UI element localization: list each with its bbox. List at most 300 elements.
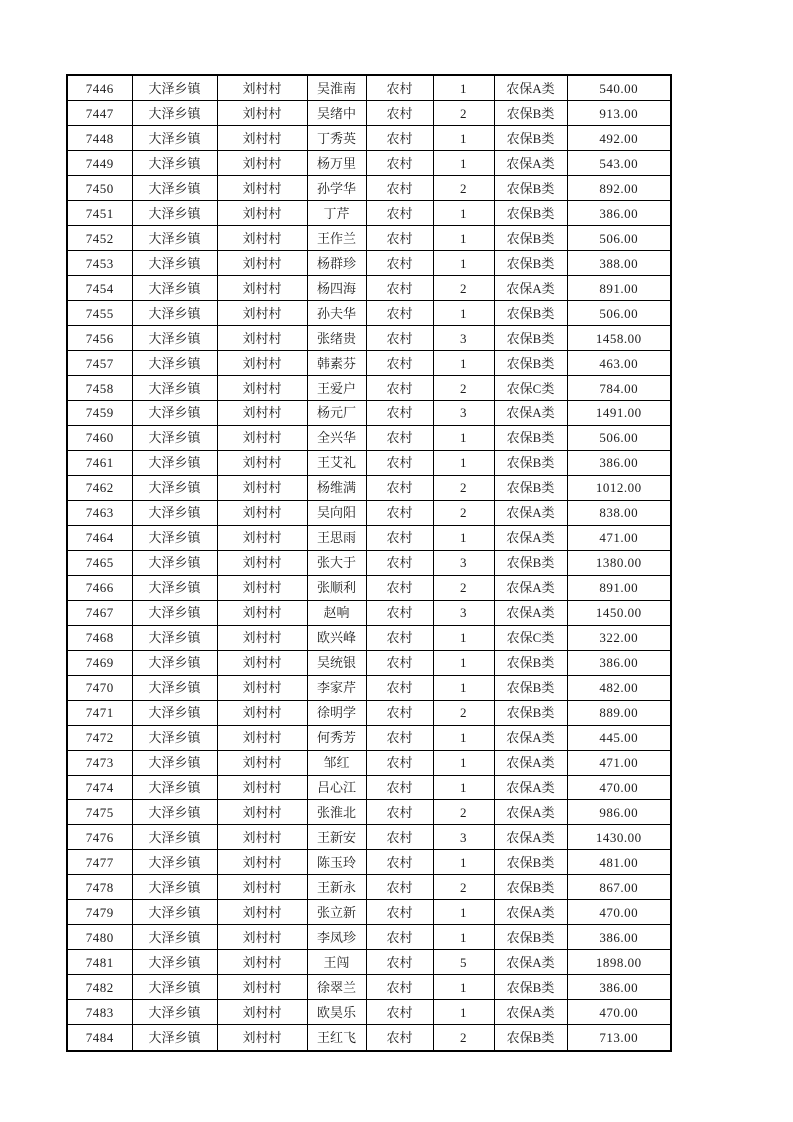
cell-person-count: 2	[433, 176, 494, 201]
cell-person-name: 王爱户	[307, 376, 366, 401]
cell-town: 大泽乡镇	[132, 850, 217, 875]
cell-person-count: 1	[433, 850, 494, 875]
cell-serial: 7480	[67, 925, 132, 950]
cell-household-type: 农村	[366, 650, 433, 675]
cell-village: 刘村村	[217, 525, 307, 550]
table-row	[67, 700, 671, 725]
cell-amount: 1898.00	[567, 950, 671, 975]
cell-serial: 7470	[67, 675, 132, 700]
cell-person-count: 3	[433, 400, 494, 425]
cell-person-count: 1	[433, 425, 494, 450]
cell-serial: 7455	[67, 301, 132, 326]
cell-person-name: 欧兴峰	[307, 625, 366, 650]
cell-village: 刘村村	[217, 725, 307, 750]
cell-serial: 7450	[67, 176, 132, 201]
cell-household-type: 农村	[366, 1025, 433, 1051]
cell-household-type: 农村	[366, 276, 433, 301]
cell-town: 大泽乡镇	[132, 950, 217, 975]
cell-town: 大泽乡镇	[132, 251, 217, 276]
table-row	[67, 450, 671, 475]
cell-person-count: 1	[433, 775, 494, 800]
table-row	[67, 326, 671, 351]
cell-person-count: 3	[433, 825, 494, 850]
cell-insurance-category: 农保A类	[494, 600, 567, 625]
cell-insurance-category: 农保B类	[494, 226, 567, 251]
cell-town: 大泽乡镇	[132, 151, 217, 176]
cell-household-type: 农村	[366, 575, 433, 600]
cell-person-name: 张顺利	[307, 575, 366, 600]
cell-amount: 386.00	[567, 975, 671, 1000]
cell-household-type: 农村	[366, 151, 433, 176]
cell-town: 大泽乡镇	[132, 176, 217, 201]
cell-village: 刘村村	[217, 351, 307, 376]
cell-person-name: 欧昊乐	[307, 1000, 366, 1025]
table-row	[67, 575, 671, 600]
table-row	[67, 800, 671, 825]
cell-amount: 889.00	[567, 700, 671, 725]
cell-insurance-category: 农保A类	[494, 825, 567, 850]
cell-person-name: 杨群珍	[307, 251, 366, 276]
cell-insurance-category: 农保A类	[494, 950, 567, 975]
cell-amount: 986.00	[567, 800, 671, 825]
cell-serial: 7474	[67, 775, 132, 800]
cell-town: 大泽乡镇	[132, 500, 217, 525]
cell-village: 刘村村	[217, 675, 307, 700]
cell-serial: 7460	[67, 425, 132, 450]
cell-serial: 7462	[67, 475, 132, 500]
cell-person-name: 王新安	[307, 825, 366, 850]
cell-serial: 7447	[67, 101, 132, 126]
cell-serial: 7471	[67, 700, 132, 725]
cell-village: 刘村村	[217, 850, 307, 875]
cell-household-type: 农村	[366, 675, 433, 700]
cell-insurance-category: 农保B类	[494, 850, 567, 875]
cell-amount: 1430.00	[567, 825, 671, 850]
cell-household-type: 农村	[366, 950, 433, 975]
cell-household-type: 农村	[366, 226, 433, 251]
cell-household-type: 农村	[366, 775, 433, 800]
cell-serial: 7484	[67, 1025, 132, 1051]
cell-person-count: 2	[433, 101, 494, 126]
cell-person-name: 全兴华	[307, 425, 366, 450]
cell-insurance-category: 农保A类	[494, 151, 567, 176]
cell-town: 大泽乡镇	[132, 750, 217, 775]
cell-town: 大泽乡镇	[132, 1000, 217, 1025]
cell-person-count: 1	[433, 201, 494, 226]
cell-person-name: 吴统银	[307, 650, 366, 675]
cell-town: 大泽乡镇	[132, 201, 217, 226]
cell-person-name: 杨维满	[307, 475, 366, 500]
cell-serial: 7473	[67, 750, 132, 775]
cell-village: 刘村村	[217, 550, 307, 575]
table-row	[67, 75, 671, 101]
cell-household-type: 农村	[366, 725, 433, 750]
cell-amount: 713.00	[567, 1025, 671, 1051]
cell-insurance-category: 农保B类	[494, 700, 567, 725]
cell-amount: 386.00	[567, 925, 671, 950]
cell-person-name: 李家芹	[307, 675, 366, 700]
cell-serial: 7446	[67, 75, 132, 101]
cell-village: 刘村村	[217, 1025, 307, 1051]
cell-village: 刘村村	[217, 975, 307, 1000]
table-row	[67, 600, 671, 625]
cell-amount: 1012.00	[567, 475, 671, 500]
table-row	[67, 900, 671, 925]
cell-person-count: 1	[433, 251, 494, 276]
cell-amount: 445.00	[567, 725, 671, 750]
cell-person-name: 韩素芬	[307, 351, 366, 376]
cell-amount: 470.00	[567, 900, 671, 925]
cell-serial: 7461	[67, 450, 132, 475]
cell-town: 大泽乡镇	[132, 800, 217, 825]
cell-insurance-category: 农保B类	[494, 925, 567, 950]
cell-person-name: 吴淮南	[307, 75, 366, 101]
cell-village: 刘村村	[217, 900, 307, 925]
cell-household-type: 农村	[366, 875, 433, 900]
table-row	[67, 376, 671, 401]
table-row	[67, 425, 671, 450]
cell-village: 刘村村	[217, 376, 307, 401]
cell-village: 刘村村	[217, 75, 307, 101]
cell-amount: 506.00	[567, 301, 671, 326]
cell-amount: 492.00	[567, 126, 671, 151]
cell-person-name: 张绪贵	[307, 326, 366, 351]
table-row	[67, 925, 671, 950]
cell-person-count: 1	[433, 126, 494, 151]
cell-insurance-category: 农保A类	[494, 575, 567, 600]
cell-insurance-category: 农保B类	[494, 475, 567, 500]
cell-insurance-category: 农保B类	[494, 101, 567, 126]
cell-person-name: 陈玉玲	[307, 850, 366, 875]
cell-household-type: 农村	[366, 1000, 433, 1025]
cell-person-count: 2	[433, 575, 494, 600]
cell-person-count: 1	[433, 650, 494, 675]
table-row	[67, 301, 671, 326]
cell-village: 刘村村	[217, 425, 307, 450]
table-body	[67, 75, 671, 1051]
cell-person-count: 1	[433, 675, 494, 700]
cell-insurance-category: 农保A类	[494, 75, 567, 101]
table-row	[67, 126, 671, 151]
cell-insurance-category: 农保A类	[494, 525, 567, 550]
cell-town: 大泽乡镇	[132, 425, 217, 450]
cell-person-count: 2	[433, 276, 494, 301]
benefits-table	[66, 74, 672, 1052]
cell-amount: 471.00	[567, 750, 671, 775]
cell-amount: 471.00	[567, 525, 671, 550]
cell-person-name: 赵响	[307, 600, 366, 625]
cell-serial: 7476	[67, 825, 132, 850]
cell-person-name: 王新永	[307, 875, 366, 900]
cell-insurance-category: 农保A类	[494, 750, 567, 775]
cell-amount: 463.00	[567, 351, 671, 376]
cell-person-count: 5	[433, 950, 494, 975]
cell-insurance-category: 农保B类	[494, 351, 567, 376]
cell-household-type: 农村	[366, 425, 433, 450]
cell-town: 大泽乡镇	[132, 326, 217, 351]
cell-household-type: 农村	[366, 550, 433, 575]
cell-person-name: 王作兰	[307, 226, 366, 251]
cell-serial: 7468	[67, 625, 132, 650]
cell-serial: 7463	[67, 500, 132, 525]
cell-insurance-category: 农保B类	[494, 251, 567, 276]
cell-household-type: 农村	[366, 201, 433, 226]
table-row	[67, 500, 671, 525]
cell-village: 刘村村	[217, 500, 307, 525]
cell-serial: 7465	[67, 550, 132, 575]
cell-amount: 1450.00	[567, 600, 671, 625]
cell-insurance-category: 农保B类	[494, 1025, 567, 1051]
cell-person-count: 2	[433, 475, 494, 500]
cell-person-count: 2	[433, 800, 494, 825]
table-row	[67, 550, 671, 575]
cell-village: 刘村村	[217, 825, 307, 850]
cell-serial: 7453	[67, 251, 132, 276]
cell-village: 刘村村	[217, 400, 307, 425]
cell-village: 刘村村	[217, 575, 307, 600]
table-row	[67, 1025, 671, 1051]
cell-household-type: 农村	[366, 850, 433, 875]
cell-village: 刘村村	[217, 600, 307, 625]
cell-amount: 386.00	[567, 201, 671, 226]
cell-household-type: 农村	[366, 400, 433, 425]
cell-amount: 388.00	[567, 251, 671, 276]
cell-village: 刘村村	[217, 750, 307, 775]
cell-town: 大泽乡镇	[132, 450, 217, 475]
cell-town: 大泽乡镇	[132, 700, 217, 725]
cell-town: 大泽乡镇	[132, 825, 217, 850]
cell-person-count: 2	[433, 500, 494, 525]
cell-amount: 322.00	[567, 625, 671, 650]
cell-serial: 7454	[67, 276, 132, 301]
cell-person-count: 2	[433, 700, 494, 725]
cell-village: 刘村村	[217, 301, 307, 326]
table-row	[67, 226, 671, 251]
cell-insurance-category: 农保A类	[494, 725, 567, 750]
cell-household-type: 农村	[366, 301, 433, 326]
cell-amount: 867.00	[567, 875, 671, 900]
cell-person-name: 丁芹	[307, 201, 366, 226]
cell-village: 刘村村	[217, 226, 307, 251]
table-row	[67, 1000, 671, 1025]
cell-household-type: 农村	[366, 900, 433, 925]
cell-person-count: 2	[433, 376, 494, 401]
cell-serial: 7458	[67, 376, 132, 401]
cell-town: 大泽乡镇	[132, 400, 217, 425]
cell-village: 刘村村	[217, 176, 307, 201]
cell-person-count: 1	[433, 1000, 494, 1025]
cell-insurance-category: 农保B类	[494, 975, 567, 1000]
cell-insurance-category: 农保C类	[494, 376, 567, 401]
cell-serial: 7483	[67, 1000, 132, 1025]
cell-town: 大泽乡镇	[132, 925, 217, 950]
cell-serial: 7478	[67, 875, 132, 900]
cell-town: 大泽乡镇	[132, 650, 217, 675]
cell-person-count: 3	[433, 550, 494, 575]
cell-village: 刘村村	[217, 276, 307, 301]
cell-person-count: 2	[433, 875, 494, 900]
cell-household-type: 农村	[366, 825, 433, 850]
cell-household-type: 农村	[366, 975, 433, 1000]
cell-town: 大泽乡镇	[132, 625, 217, 650]
table-row	[67, 950, 671, 975]
cell-insurance-category: 农保B类	[494, 425, 567, 450]
cell-town: 大泽乡镇	[132, 276, 217, 301]
cell-amount: 891.00	[567, 276, 671, 301]
cell-serial: 7481	[67, 950, 132, 975]
cell-town: 大泽乡镇	[132, 101, 217, 126]
cell-insurance-category: 农保C类	[494, 625, 567, 650]
cell-village: 刘村村	[217, 700, 307, 725]
cell-amount: 386.00	[567, 650, 671, 675]
cell-amount: 891.00	[567, 575, 671, 600]
cell-amount: 470.00	[567, 1000, 671, 1025]
cell-serial: 7459	[67, 400, 132, 425]
cell-village: 刘村村	[217, 126, 307, 151]
cell-town: 大泽乡镇	[132, 351, 217, 376]
cell-insurance-category: 农保B类	[494, 675, 567, 700]
cell-household-type: 农村	[366, 500, 433, 525]
cell-village: 刘村村	[217, 201, 307, 226]
cell-household-type: 农村	[366, 800, 433, 825]
cell-insurance-category: 农保A类	[494, 276, 567, 301]
cell-town: 大泽乡镇	[132, 875, 217, 900]
cell-insurance-category: 农保A类	[494, 800, 567, 825]
cell-village: 刘村村	[217, 326, 307, 351]
cell-person-count: 3	[433, 600, 494, 625]
table-row	[67, 475, 671, 500]
cell-serial: 7464	[67, 525, 132, 550]
cell-serial: 7482	[67, 975, 132, 1000]
cell-person-name: 张大于	[307, 550, 366, 575]
cell-village: 刘村村	[217, 450, 307, 475]
cell-household-type: 农村	[366, 126, 433, 151]
cell-household-type: 农村	[366, 475, 433, 500]
cell-insurance-category: 农保B类	[494, 301, 567, 326]
cell-village: 刘村村	[217, 625, 307, 650]
cell-amount: 386.00	[567, 450, 671, 475]
cell-serial: 7452	[67, 226, 132, 251]
cell-person-count: 1	[433, 226, 494, 251]
cell-person-count: 1	[433, 925, 494, 950]
cell-serial: 7457	[67, 351, 132, 376]
cell-person-count: 3	[433, 326, 494, 351]
cell-household-type: 农村	[366, 525, 433, 550]
table-row	[67, 975, 671, 1000]
cell-insurance-category: 农保A类	[494, 400, 567, 425]
table-row	[67, 151, 671, 176]
cell-serial: 7451	[67, 201, 132, 226]
cell-serial: 7477	[67, 850, 132, 875]
cell-amount: 1380.00	[567, 550, 671, 575]
cell-serial: 7469	[67, 650, 132, 675]
table-row	[67, 351, 671, 376]
cell-amount: 892.00	[567, 176, 671, 201]
cell-serial: 7456	[67, 326, 132, 351]
cell-village: 刘村村	[217, 251, 307, 276]
cell-household-type: 农村	[366, 925, 433, 950]
cell-household-type: 农村	[366, 75, 433, 101]
cell-household-type: 农村	[366, 251, 433, 276]
cell-amount: 470.00	[567, 775, 671, 800]
cell-town: 大泽乡镇	[132, 900, 217, 925]
cell-village: 刘村村	[217, 775, 307, 800]
cell-person-count: 1	[433, 625, 494, 650]
table-row	[67, 675, 671, 700]
cell-town: 大泽乡镇	[132, 525, 217, 550]
cell-person-count: 1	[433, 725, 494, 750]
cell-insurance-category: 农保B类	[494, 326, 567, 351]
cell-person-name: 王闯	[307, 950, 366, 975]
cell-amount: 481.00	[567, 850, 671, 875]
cell-household-type: 农村	[366, 176, 433, 201]
cell-person-name: 吕心江	[307, 775, 366, 800]
cell-amount: 1458.00	[567, 326, 671, 351]
cell-insurance-category: 农保B类	[494, 650, 567, 675]
cell-person-count: 1	[433, 301, 494, 326]
cell-person-count: 1	[433, 750, 494, 775]
cell-person-count: 1	[433, 975, 494, 1000]
cell-insurance-category: 农保B类	[494, 550, 567, 575]
cell-person-name: 李凤珍	[307, 925, 366, 950]
cell-village: 刘村村	[217, 800, 307, 825]
table-row	[67, 750, 671, 775]
cell-household-type: 农村	[366, 700, 433, 725]
cell-town: 大泽乡镇	[132, 975, 217, 1000]
cell-person-name: 孙学华	[307, 176, 366, 201]
cell-amount: 784.00	[567, 376, 671, 401]
cell-insurance-category: 农保B类	[494, 201, 567, 226]
cell-insurance-category: 农保B类	[494, 176, 567, 201]
cell-serial: 7449	[67, 151, 132, 176]
table-row	[67, 276, 671, 301]
cell-serial: 7448	[67, 126, 132, 151]
table-row	[67, 201, 671, 226]
cell-insurance-category: 农保B类	[494, 450, 567, 475]
cell-person-name: 张淮北	[307, 800, 366, 825]
cell-town: 大泽乡镇	[132, 475, 217, 500]
cell-person-count: 1	[433, 151, 494, 176]
cell-town: 大泽乡镇	[132, 675, 217, 700]
cell-insurance-category: 农保A类	[494, 900, 567, 925]
cell-town: 大泽乡镇	[132, 301, 217, 326]
cell-person-name: 孙夫华	[307, 301, 366, 326]
cell-person-count: 1	[433, 75, 494, 101]
cell-amount: 506.00	[567, 226, 671, 251]
cell-amount: 1491.00	[567, 400, 671, 425]
cell-amount: 540.00	[567, 75, 671, 101]
cell-insurance-category: 农保A类	[494, 775, 567, 800]
cell-person-count: 1	[433, 351, 494, 376]
cell-village: 刘村村	[217, 1000, 307, 1025]
cell-person-name: 王思雨	[307, 525, 366, 550]
cell-person-count: 1	[433, 525, 494, 550]
table-row	[67, 650, 671, 675]
cell-person-count: 1	[433, 450, 494, 475]
cell-person-count: 2	[433, 1025, 494, 1051]
cell-person-name: 何秀芳	[307, 725, 366, 750]
cell-household-type: 农村	[366, 376, 433, 401]
cell-village: 刘村村	[217, 650, 307, 675]
cell-insurance-category: 农保A类	[494, 500, 567, 525]
cell-person-name: 张立新	[307, 900, 366, 925]
cell-person-name: 徐翠兰	[307, 975, 366, 1000]
cell-serial: 7467	[67, 600, 132, 625]
cell-town: 大泽乡镇	[132, 226, 217, 251]
cell-person-name: 杨四海	[307, 276, 366, 301]
cell-serial: 7472	[67, 725, 132, 750]
cell-village: 刘村村	[217, 151, 307, 176]
